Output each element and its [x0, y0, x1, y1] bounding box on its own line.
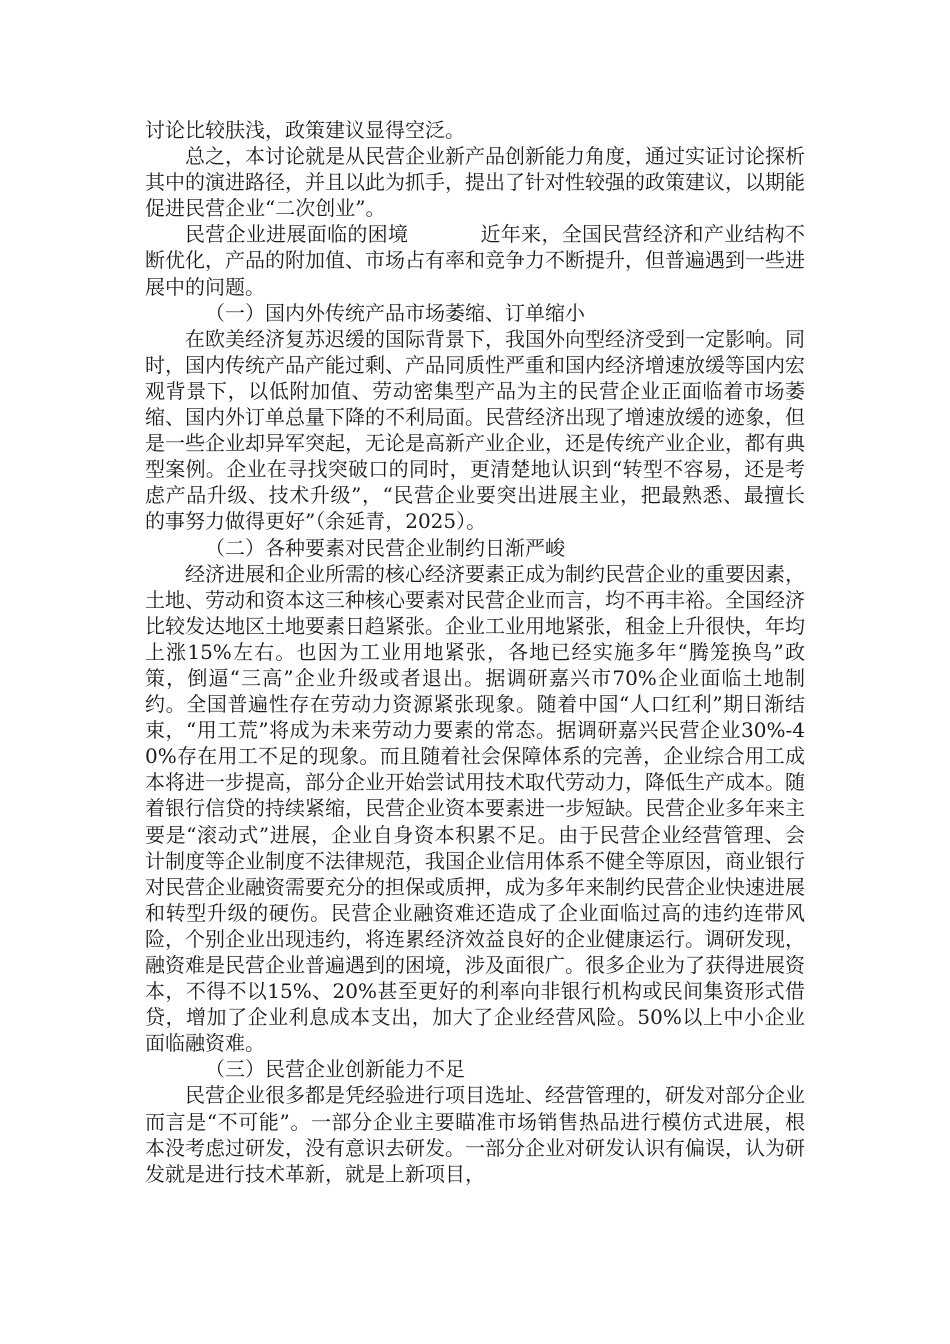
paragraph-market	[145, 326, 805, 535]
document-body	[145, 117, 805, 1187]
paragraph-summary	[145, 143, 805, 221]
subheading-text: （三）民营企业创新能力不足	[205, 1057, 465, 1082]
subheading-factor-constraints	[145, 535, 805, 561]
subheading-market-shrink	[145, 300, 805, 326]
subheading-innovation	[145, 1056, 805, 1082]
paragraph-factors	[145, 561, 805, 1057]
paragraph-innovation	[145, 1082, 805, 1186]
subheading-text: （一）国内外传统产品市场萎缩、订单缩小	[205, 300, 585, 325]
section-title: 民营企业进展面临的困境	[185, 222, 409, 247]
paragraph-text: 近年来，全国民营经济和产业结构不断优化，产品的附加值、市场占有率和竞争力不断提升，但普遍遇到一些进展中的问题。	[145, 222, 806, 299]
section-difficulties	[145, 221, 805, 299]
paragraph-text: 讨论比较肤浅，政策建议显得空泛。	[145, 118, 465, 142]
paragraph-text: 民营企业很多都是凭经验进行项目选址、经营管理的，研发对部分企业而言是“不可能”。一部分企业主要瞄准市场销售热品进行模仿式进展，根本没考虑过研发，没有意识去研发。一部分企业对研发认识有偏误，认为研发就是进行技术革新，就是上新项目，	[145, 1083, 805, 1186]
paragraph-text: 在欧美经济复苏迟缓的国际背景下，我国外向型经济受到一定影响。同时，国内传统产品产能过剩、产品同质性严重和国内经济增速放缓等国内宏观背景下，以低附加值、劳动密集型产品为主的民营企业正面临着市场萎缩、国内外订单总量下降的不利局面。民营经济出现了增速放缓的迹象，但是一些企业却异军突起，无论是高新产业企业，还是传统产业企业，都有典型案例。企业在寻找突破口的同时，更清楚地认识到“转型不容易，还是考虑产品升级、技术升级”，“民营企业要突出进展主业，把最熟悉、最擅长的事努力做得更好”（余延青，2025）。	[145, 326, 805, 534]
paragraph-continuation	[145, 117, 805, 143]
subheading-text: （二）各种要素对民营企业制约日渐严峻	[205, 535, 565, 560]
paragraph-text: 经济进展和企业所需的核心经济要素正成为制约民营企业的重要因素，土地、劳动和资本这三种核心要素对民营企业而言，均不再丰裕。全国经济比较发达地区土地要素日趋紧张。企业工业用地紧张，租金上升很快，年均上涨15%左右。也因为工业用地紧张，各地已经实施多年“腾笼换鸟”政策，倒逼“三高”企业升级或者退出。据调研嘉兴市70%企业面临土地制约。全国普遍性存在劳动力资源紧张现象。随着中国“人口红利”期日渐结束，“用工荒”将成为未来劳动力要素的常态。据调研嘉兴民营企业30%-40%存在用工不足的现象。而且随着社会保障体系的完善，企业综合用工成本将进一步提高，部分企业开始尝试用技术取代劳动力，降低生产成本。随着银行信贷的持续紧缩，民营企业资本要素进一步短缺。民营企业多年来主要是“滚动式”进展，企业自身资本积累不足。由于民营企业经营管理、会计制度等企业制度不法律规范，我国企业信用体系不健全等原因，商业银行对民营企业融资需要充分的担保或质押，成为多年来制约民营企业快速进展和转型升级的硬伤。民营企业融资难还造成了企业面临过高的违约连带风险，个别企业出现违约，将连累经济效益良好的企业健康运行。调研发现，融资难是民营企业普遍遇到的困境，涉及面很广。很多企业为了获得进展资本，不得不以15%、20%甚至更好的利率向非银行机构或民间集资形式借贷，增加了企业利息成本支出，加大了企业经营风险。50%以上中小企业面临融资难。	[145, 561, 805, 1056]
paragraph-text: 总之，本讨论就是从民营企业新产品创新能力角度，通过实证讨论探析其中的演进路径，并且以此为抓手，提出了针对性较强的政策建议，以期能促进民营企业“二次创业”。	[145, 144, 805, 221]
